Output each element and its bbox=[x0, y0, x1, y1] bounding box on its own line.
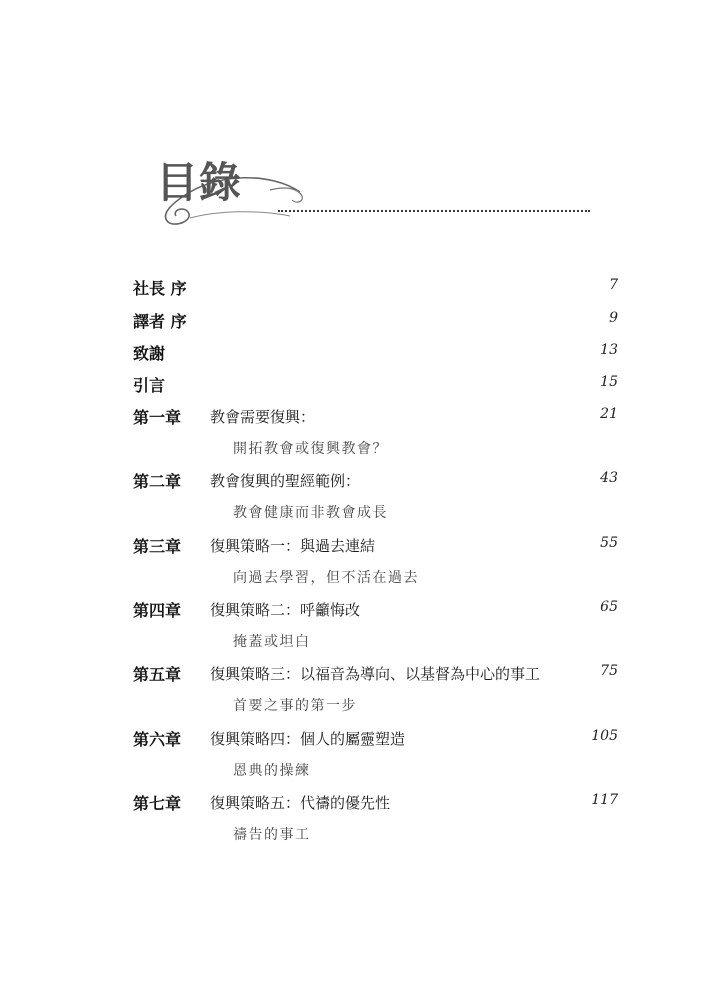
chapter-title: 復興策略五：代禱的優先性 bbox=[210, 794, 391, 812]
chapter-subtitle: 教會健康而非教會成長 bbox=[233, 505, 388, 521]
chapter-subtitle: 向過去學習，但不活在過去 bbox=[233, 570, 419, 586]
page-number: 117 bbox=[591, 792, 618, 808]
toc-entry[interactable] bbox=[0, 662, 721, 692]
chapter-label: 第六章 bbox=[133, 730, 182, 749]
chapter-label: 第二章 bbox=[133, 472, 182, 491]
toc-entry[interactable] bbox=[0, 373, 721, 403]
toc-heading: 目錄 bbox=[156, 158, 243, 207]
page-number: 55 bbox=[600, 535, 618, 551]
page-number: 13 bbox=[600, 342, 618, 358]
toc-entry[interactable] bbox=[0, 791, 721, 821]
toc-entry[interactable] bbox=[0, 309, 721, 339]
chapter-subtitle: 開拓教會或復興教會？ bbox=[233, 441, 388, 457]
page-number: 75 bbox=[600, 663, 618, 679]
page-number: 43 bbox=[600, 470, 618, 486]
page-number: 105 bbox=[591, 728, 618, 744]
toc-entry[interactable] bbox=[0, 341, 721, 371]
entry-label: 譯者 序 bbox=[133, 312, 187, 331]
chapter-label: 第一章 bbox=[133, 408, 182, 427]
chapter-label: 第四章 bbox=[133, 601, 182, 620]
chapter-label: 第三章 bbox=[133, 537, 182, 556]
page-number: 15 bbox=[600, 374, 618, 390]
page-number: 21 bbox=[600, 406, 618, 422]
chapter-subtitle: 掩蓋或坦白 bbox=[233, 634, 311, 650]
toc-entry[interactable] bbox=[0, 598, 721, 628]
chapter-title: 教會復興的聖經範例： bbox=[210, 472, 361, 490]
toc-entry[interactable] bbox=[0, 727, 721, 757]
toc-entry[interactable] bbox=[0, 469, 721, 499]
page-number: 9 bbox=[609, 310, 618, 326]
page-number: 7 bbox=[609, 277, 618, 293]
toc-entry[interactable] bbox=[0, 405, 721, 435]
chapter-subtitle: 恩典的操練 bbox=[233, 763, 311, 779]
chapter-title: 復興策略三：以福音為導向、以基督為中心的事工 bbox=[210, 665, 541, 683]
entry-label: 致謝 bbox=[133, 344, 166, 363]
chapter-label: 第五章 bbox=[133, 665, 182, 684]
chapter-title: 復興策略二：呼籲悔改 bbox=[210, 601, 361, 619]
page-number: 65 bbox=[600, 599, 618, 615]
toc-entry[interactable] bbox=[0, 276, 721, 306]
chapter-subtitle: 禱告的事工 bbox=[233, 827, 311, 843]
chapter-label: 第七章 bbox=[133, 794, 182, 813]
entry-label: 引言 bbox=[133, 376, 166, 395]
dotted-divider bbox=[278, 210, 590, 212]
chapter-title: 復興策略一：與過去連結 bbox=[210, 537, 376, 555]
chapter-title: 復興策略四：個人的屬靈塑造 bbox=[210, 730, 406, 748]
toc-entry[interactable] bbox=[0, 534, 721, 564]
toc-heading-block bbox=[150, 150, 600, 240]
chapter-subtitle: 首要之事的第一步 bbox=[233, 698, 357, 714]
entry-label: 社長 序 bbox=[133, 279, 187, 298]
chapter-title: 教會需要復興： bbox=[210, 408, 316, 426]
